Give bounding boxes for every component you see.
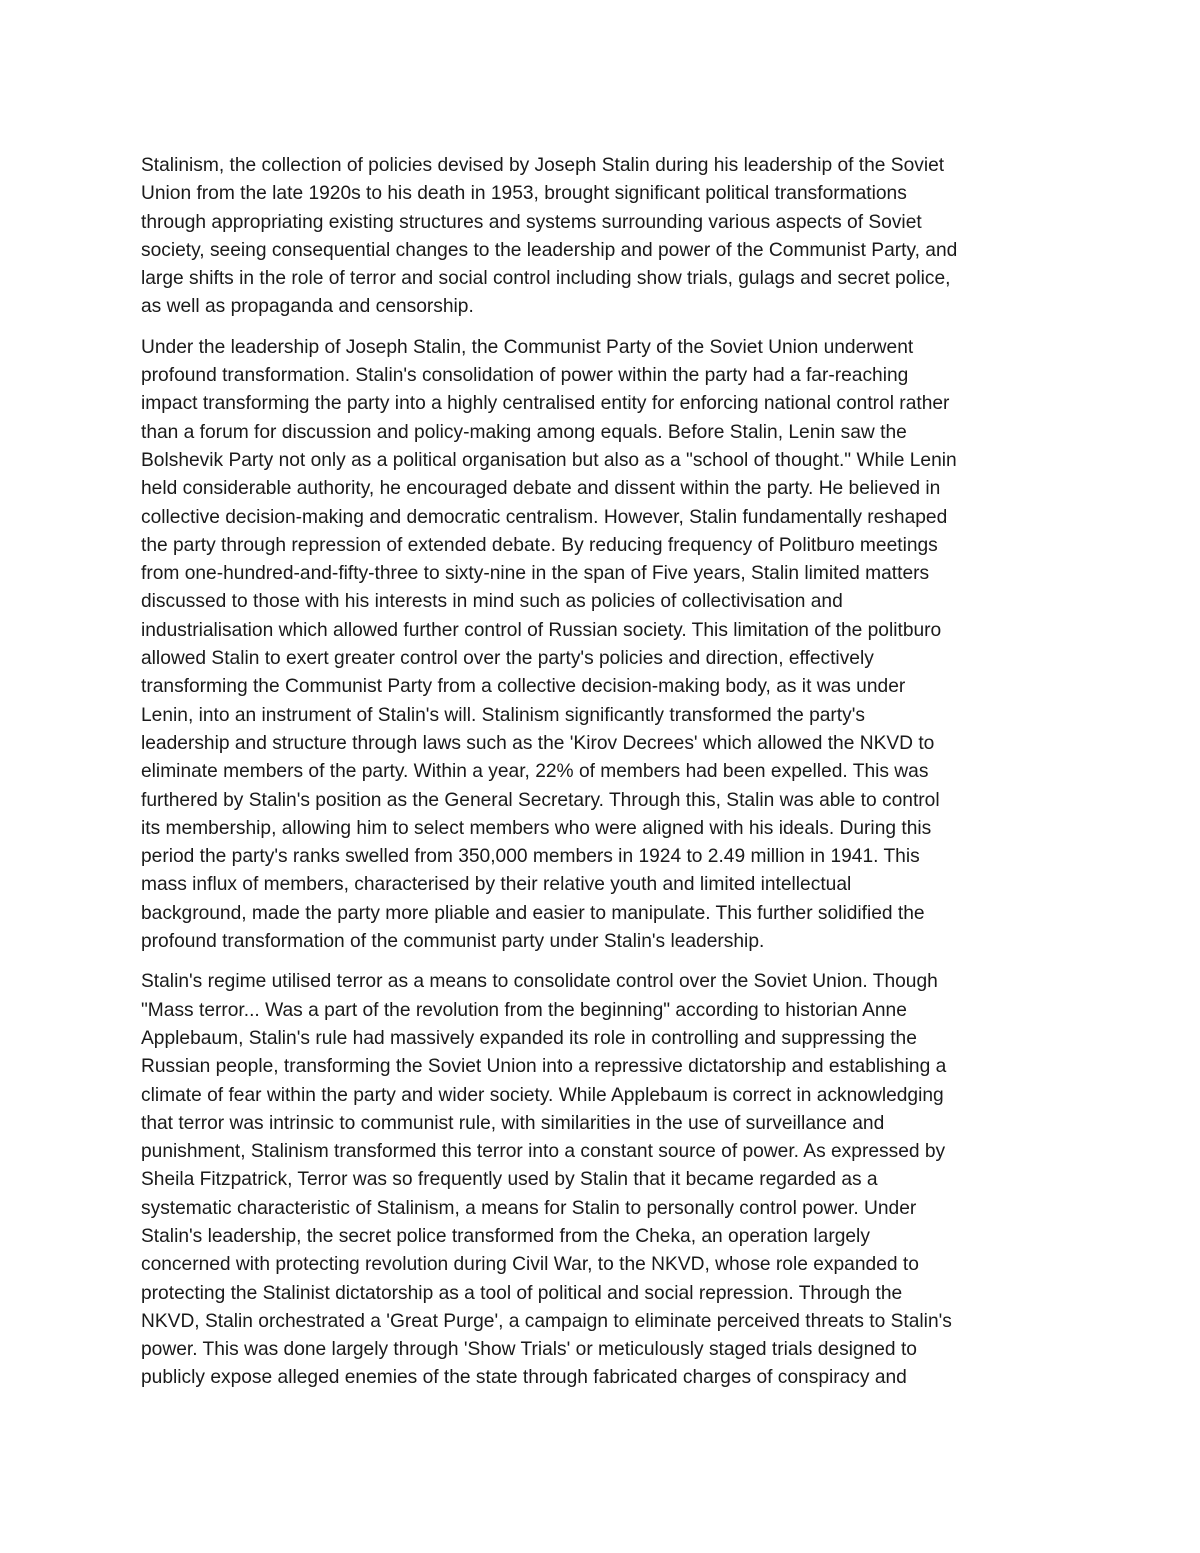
- text-line: profound transformation of the communist party under Stalin's leadership.: [141, 931, 765, 953]
- text-line: Russian people, transforming the Soviet Union into a repressive dictatorship and establishing a: [141, 1056, 947, 1078]
- text-line: "Mass terror... Was a part of the revolution from the beginning" according to historian Anne: [141, 999, 907, 1021]
- text-line: power. This was done largely through 'Show Trials' or meticulously staged trials designed to: [141, 1339, 917, 1361]
- text-line: through appropriating existing structures and systems surrounding various aspects of Soviet: [141, 211, 922, 233]
- text-line: Lenin, into an instrument of Stalin's will. Stalinism significantly transformed the party's: [141, 704, 865, 726]
- text-line: Bolshevik Party not only as a political organisation but also as a "school of thought." While Lenin: [141, 449, 957, 471]
- text-line: the party through repression of extended debate. By reducing frequency of Politburo meetings: [141, 534, 938, 556]
- text-line: background, made the party more pliable and easier to manipulate. This further solidified the: [141, 902, 925, 924]
- text-line: eliminate members of the party. Within a year, 22% of members had been expelled. This was: [141, 761, 929, 783]
- text-line: period the party's ranks swelled from 350,000 members in 1924 to 2.49 million in 1941. This: [141, 846, 920, 868]
- text-line: Sheila Fitzpatrick, Terror was so frequently used by Stalin that it became regarded as a: [141, 1169, 878, 1191]
- text-line: society, seeing consequential changes to the leadership and power of the Communist Party, and: [141, 239, 958, 261]
- text-line: its membership, allowing him to select members who were aligned with his ideals. During this: [141, 817, 932, 839]
- text-line: Stalin's leadership, the secret police transformed from the Cheka, an operation largely: [141, 1225, 870, 1247]
- text-line: profound transformation. Stalin's consolidation of power within the party had a far-reaching: [141, 365, 909, 387]
- text-line: Union from the late 1920s to his death in 1953, brought significant political transformations: [141, 183, 907, 205]
- text-line: leadership and structure through laws such as the 'Kirov Decrees' which allowed the NKVD to: [141, 732, 935, 754]
- text-line: as well as propaganda and censorship.: [141, 296, 474, 318]
- text-line: held considerable authority, he encouraged debate and dissent within the party. He believed in: [141, 478, 941, 500]
- text-line: discussed to those with his interests in mind such as policies of collectivisation and: [141, 591, 843, 613]
- text-line: than a forum for discussion and policy-making among equals. Before Stalin, Lenin saw the: [141, 421, 907, 443]
- paragraph-terror: [141, 968, 1066, 1392]
- text-line: industrialisation which allowed further control of Russian society. This limitation of the politburo: [141, 619, 942, 641]
- text-line: Under the leadership of Joseph Stalin, the Communist Party of the Soviet Union underwent: [141, 336, 914, 358]
- paragraph-communist-party: [141, 334, 1066, 957]
- text-line: Applebaum, Stalin's rule had massively expanded its role in controlling and suppressing the: [141, 1027, 917, 1049]
- text-line: collective decision-making and democratic centralism. However, Stalin fundamentally reshaped: [141, 506, 948, 528]
- text-line: publicly expose alleged enemies of the state through fabricated charges of conspiracy and: [141, 1367, 907, 1389]
- text-line: furthered by Stalin's position as the General Secretary. Through this, Stalin was able to control: [141, 789, 940, 811]
- text-line: Stalin's regime utilised terror as a means to consolidate control over the Soviet Union. Though: [141, 971, 938, 993]
- text-line: concerned with protecting revolution during Civil War, to the NKVD, whose role expanded to: [141, 1254, 919, 1276]
- text-line: large shifts in the role of terror and social control including show trials, gulags and secret police,: [141, 268, 951, 290]
- text-line: Stalinism, the collection of policies devised by Joseph Stalin during his leadership of the Soviet: [141, 155, 945, 176]
- text-line: punishment, Stalinism transformed this terror into a constant source of power. As expressed by: [141, 1141, 946, 1163]
- text-line: mass influx of members, characterised by their relative youth and limited intellectual: [141, 874, 852, 896]
- text-line: NKVD, Stalin orchestrated a 'Great Purge', a campaign to eliminate perceived threats to Stalin's: [141, 1310, 952, 1332]
- text-line: protecting the Stalinist dictatorship as a tool of political and social repression. Through the: [141, 1282, 903, 1304]
- text-line: from one-hundred-and-fifty-three to sixty-nine in the span of Five years, Stalin limited matters: [141, 563, 930, 585]
- text-line: climate of fear within the party and wider society. While Applebaum is correct in acknowledging: [141, 1084, 944, 1106]
- document-body: [141, 152, 1066, 1405]
- text-line: transforming the Communist Party from a collective decision-making body, as it was under: [141, 676, 906, 698]
- text-line: systematic characteristic of Stalinism, a means for Stalin to personally control power. Under: [141, 1197, 917, 1219]
- text-line: that terror was intrinsic to communist rule, with similarities in the use of surveillance and: [141, 1112, 885, 1134]
- text-line: impact transforming the party into a highly centralised entity for enforcing national control rather: [141, 393, 950, 415]
- text-line: allowed Stalin to exert greater control over the party's policies and direction, effectively: [141, 648, 874, 670]
- paragraph-introduction: [141, 152, 1066, 322]
